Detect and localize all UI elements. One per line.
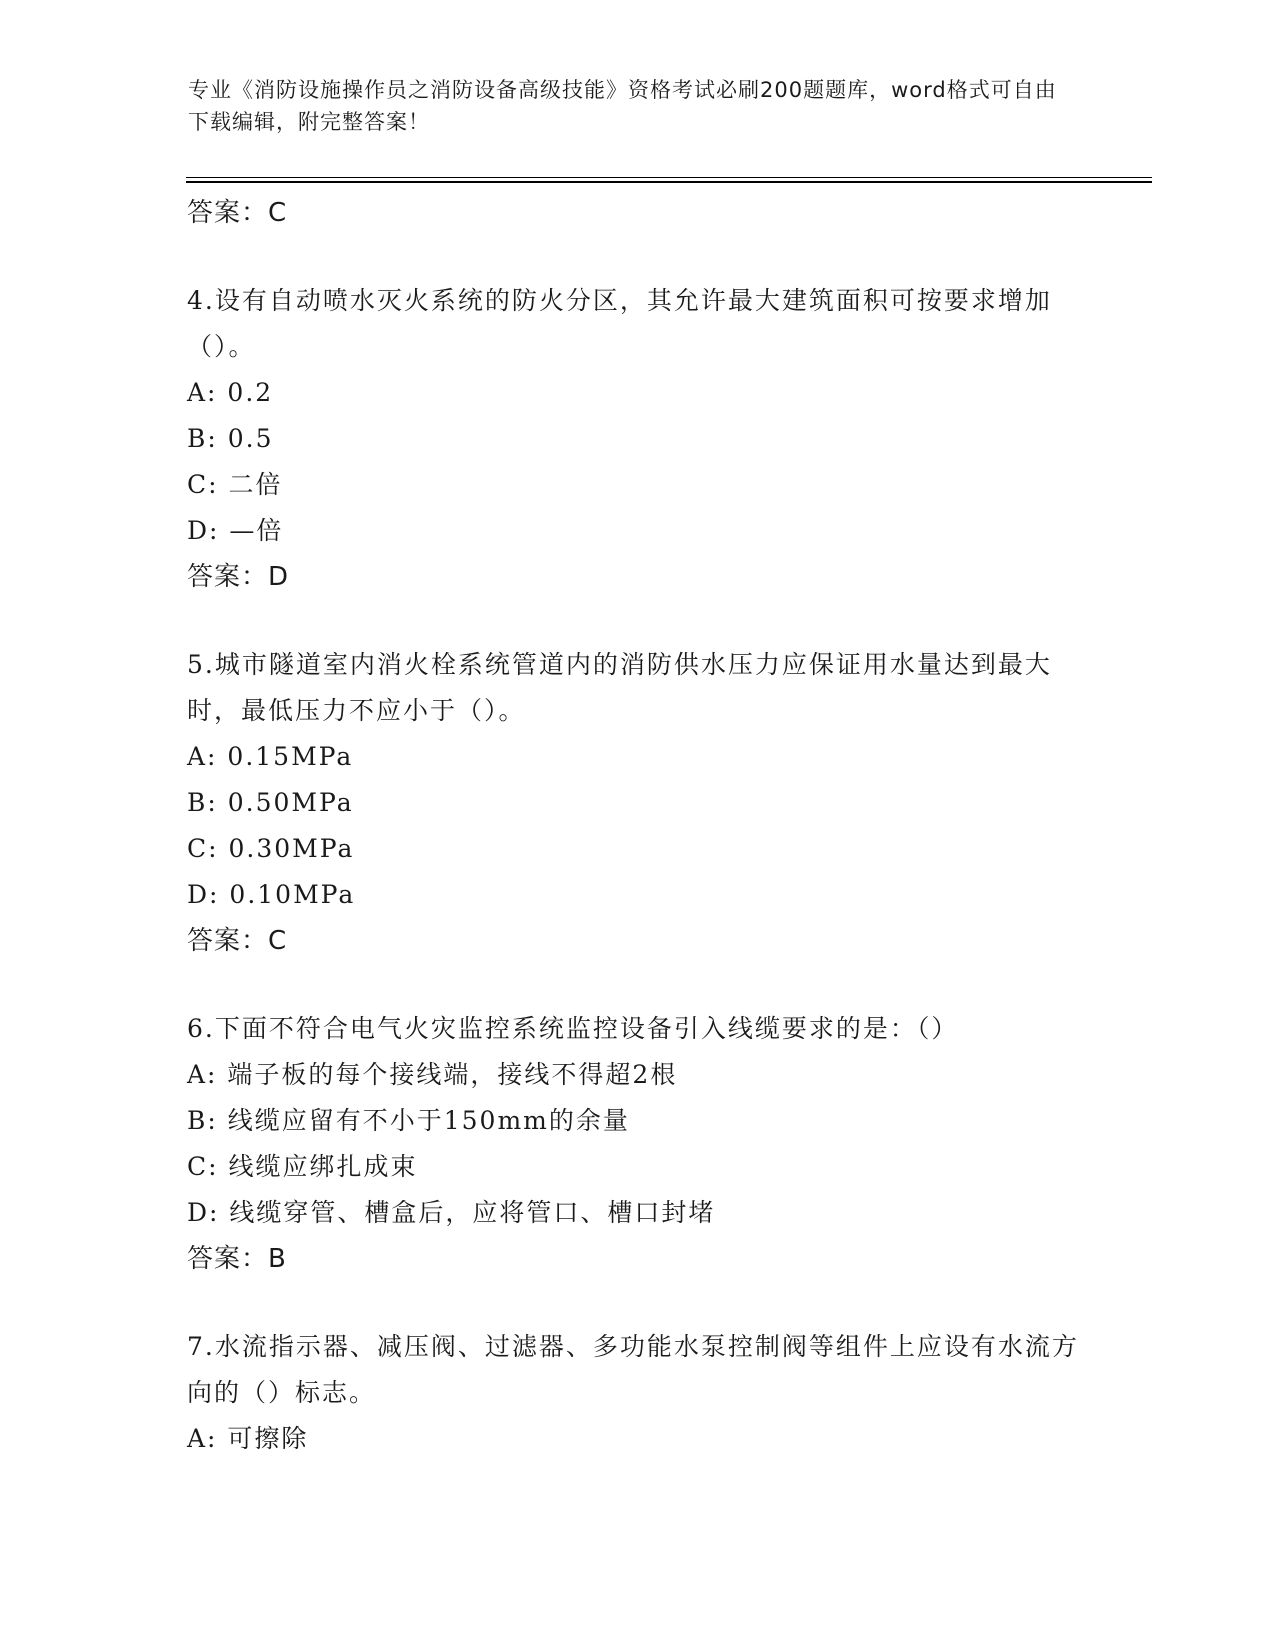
answer-line: 答案：B <box>187 1244 287 1274</box>
question-list <box>187 190 1087 1462</box>
option-d: D: —倍 <box>187 516 284 545</box>
question-5 <box>187 642 1087 964</box>
question-text: 4.设有自动喷水灭火系统的防火分区，其允许最大建筑面积可按要求增加（）。 <box>187 286 1052 361</box>
option-c: C: 线缆应绑扎成束 <box>187 1152 418 1181</box>
question-text: 6.下面不符合电气火灾监控系统监控设备引入线缆要求的是：（） <box>187 1014 959 1043</box>
option-d: D: 线缆穿管、槽盒后，应将管口、槽口封堵 <box>187 1198 716 1227</box>
option-a: A: 0.2 <box>187 378 274 407</box>
header-divider-thin <box>186 177 1152 178</box>
option-a: A: 0.15MPa <box>187 742 354 771</box>
answer-line: 答案：C <box>187 926 288 956</box>
option-b: B: 0.50MPa <box>187 788 354 817</box>
question-4 <box>187 278 1087 600</box>
question-text: 5.城市隧道室内消火栓系统管道内的消防供水压力应保证用水量达到最大时，最低压力不应小于（）。 <box>187 650 1052 725</box>
option-a: A: 可擦除 <box>187 1424 309 1453</box>
option-a: A: 端子板的每个接线端，接线不得超2根 <box>187 1060 678 1089</box>
option-d: D: 0.10MPa <box>187 880 356 909</box>
header-divider-thick <box>186 181 1152 183</box>
answer-line: 答案：C <box>187 198 288 228</box>
question-6 <box>187 1006 1087 1282</box>
option-c: C: 二倍 <box>187 470 283 499</box>
document-header: 专业《消防设施操作员之消防设备高级技能》资格考试必刷200题题库，word格式可自由下载编辑，附完整答案！ <box>188 78 1057 134</box>
option-c: C: 0.30MPa <box>187 834 355 863</box>
question-7 <box>187 1324 1087 1462</box>
question-text: 7.水流指示器、减压阀、过滤器、多功能水泵控制阀等组件上应设有水流方向的（）标志。 <box>187 1332 1079 1407</box>
option-b: B: 线缆应留有不小于150mm的余量 <box>187 1106 630 1135</box>
option-b: B: 0.5 <box>187 424 274 453</box>
answer-line: 答案：D <box>187 562 290 592</box>
